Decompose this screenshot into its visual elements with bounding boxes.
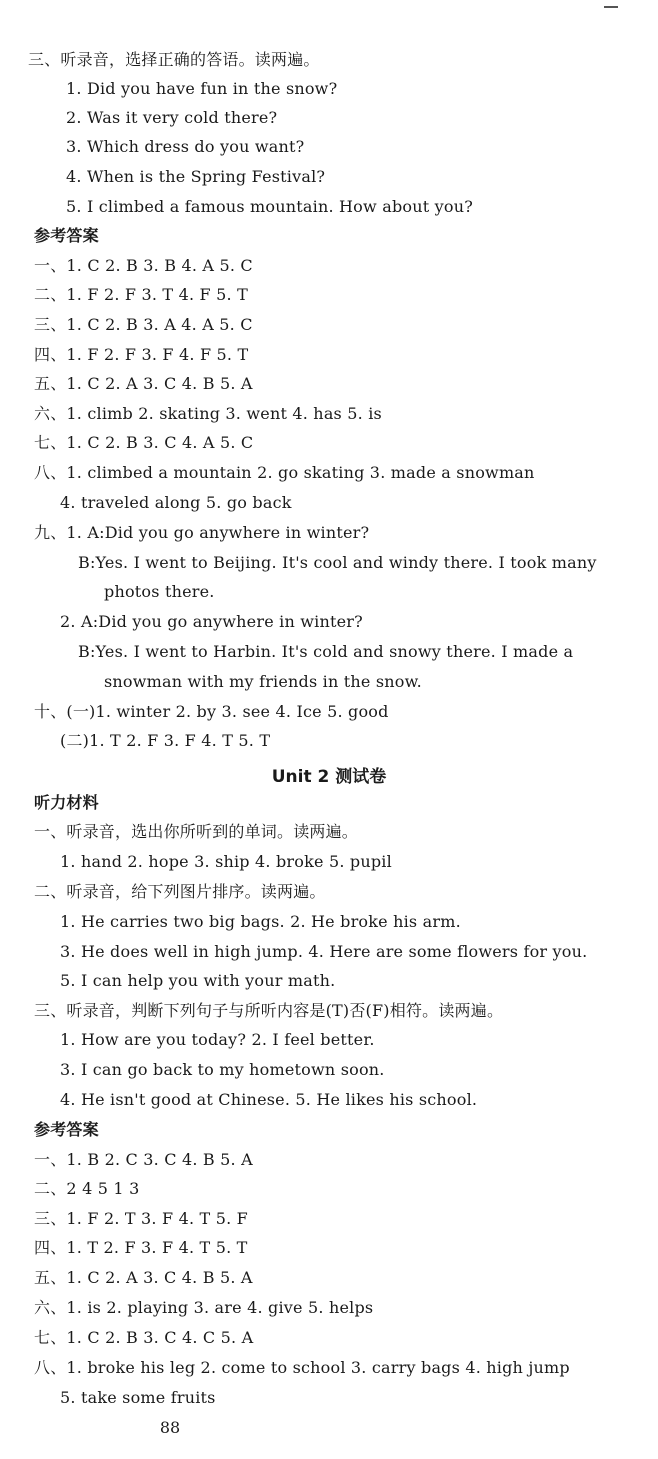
- unit2-section1-line: 1. hand 2. hope 3. ship 4. broke 5. pupil: [60, 852, 392, 871]
- answer-row: 八、1. broke his leg 2. come to school 3. carry bags 4. high jump: [34, 1358, 570, 1377]
- unit2-section3-line: 4. He isn't good at Chinese. 5. He likes his school.: [60, 1090, 478, 1109]
- unit1-section3-item: 5. I climbed a famous mountain. How about you?: [66, 197, 473, 216]
- unit1-section3-heading: 三、听录音，选择正确的答语。读两遍。: [28, 50, 320, 69]
- answer-row: 2. A:Did you go anywhere in winter?: [60, 612, 363, 631]
- unit2-section3-line: 1. How are you today? 2. I feel better.: [60, 1030, 375, 1049]
- answer-row: 一、1. C 2. B 3. B 4. A 5. C: [34, 256, 253, 275]
- answer-row: 一、1. B 2. C 3. C 4. B 5. A: [34, 1150, 253, 1169]
- answer-row: 5. take some fruits: [60, 1388, 216, 1407]
- answer-row: 四、1. F 2. F 3. F 4. F 5. T: [34, 345, 249, 364]
- answer-row: 六、1. climb 2. skating 3. went 4. has 5. is: [34, 404, 382, 423]
- answer-row: B:Yes. I went to Harbin. It's cold and snowy there. I made a: [78, 642, 574, 661]
- corner-mark: [604, 6, 618, 8]
- answer-row: snowman with my friends in the snow.: [104, 672, 422, 691]
- answer-row: 4. traveled along 5. go back: [60, 493, 292, 512]
- unit1-section3-item: 3. Which dress do you want?: [66, 137, 305, 156]
- unit2-section2-line: 1. He carries two big bags. 2. He broke his arm.: [60, 912, 461, 931]
- answer-row: 二、1. F 2. F 3. T 4. F 5. T: [34, 285, 248, 304]
- unit2-section3-heading: 三、听录音，判断下列句子与所听内容是(T)否(F)相符。读两遍。: [34, 1001, 504, 1020]
- answer-row: B:Yes. I went to Beijing. It's cool and windy there. I took many: [78, 553, 597, 572]
- answer-row: 九、1. A:Did you go anywhere in winter?: [34, 523, 370, 542]
- unit2-section2-line: 3. He does well in high jump. 4. Here are some flowers for you.: [60, 942, 588, 961]
- unit2-listening-heading: 听力材料: [34, 793, 99, 812]
- answer-row: 八、1. climbed a mountain 2. go skating 3. made a snowman: [34, 463, 535, 482]
- page-number: 88: [159, 1418, 181, 1437]
- answer-row: 三、1. C 2. B 3. A 4. A 5. C: [34, 315, 253, 334]
- answer-row: 七、1. C 2. B 3. C 4. A 5. C: [34, 433, 254, 452]
- answer-row: 五、1. C 2. A 3. C 4. B 5. A: [34, 1268, 253, 1287]
- unit1-section3-item: 1. Did you have fun in the snow?: [66, 79, 338, 98]
- answer-row: 三、1. F 2. T 3. F 4. T 5. F: [34, 1209, 248, 1228]
- answer-row: photos there.: [104, 582, 215, 601]
- answer-row: 六、1. is 2. playing 3. are 4. give 5. helps: [34, 1298, 374, 1317]
- answer-row: 十、(一)1. winter 2. by 3. see 4. Ice 5. good: [34, 702, 389, 721]
- unit2-answers-heading: 参考答案: [34, 1120, 99, 1139]
- answer-row: 二、2 4 5 1 3: [34, 1179, 140, 1198]
- unit1-answers-heading: 参考答案: [34, 226, 99, 245]
- unit2-section3-line: 3. I can go back to my hometown soon.: [60, 1060, 385, 1079]
- unit2-section1-heading: 一、听录音，选出你所听到的单词。读两遍。: [34, 822, 359, 841]
- unit2-title: Unit 2 测试卷: [271, 767, 387, 787]
- unit1-section3-item: 4. When is the Spring Festival?: [66, 167, 326, 186]
- answer-row: (二)1. T 2. F 3. F 4. T 5. T: [60, 731, 271, 750]
- unit2-section2-line: 5. I can help you with your math.: [60, 971, 336, 990]
- answer-row: 七、1. C 2. B 3. C 4. C 5. A: [34, 1328, 254, 1347]
- unit2-section2-heading: 二、听录音，给下列图片排序。读两遍。: [34, 882, 326, 901]
- answer-row: 五、1. C 2. A 3. C 4. B 5. A: [34, 374, 253, 393]
- unit1-section3-item: 2. Was it very cold there?: [66, 108, 278, 127]
- answer-row: 四、1. T 2. F 3. F 4. T 5. T: [34, 1238, 248, 1257]
